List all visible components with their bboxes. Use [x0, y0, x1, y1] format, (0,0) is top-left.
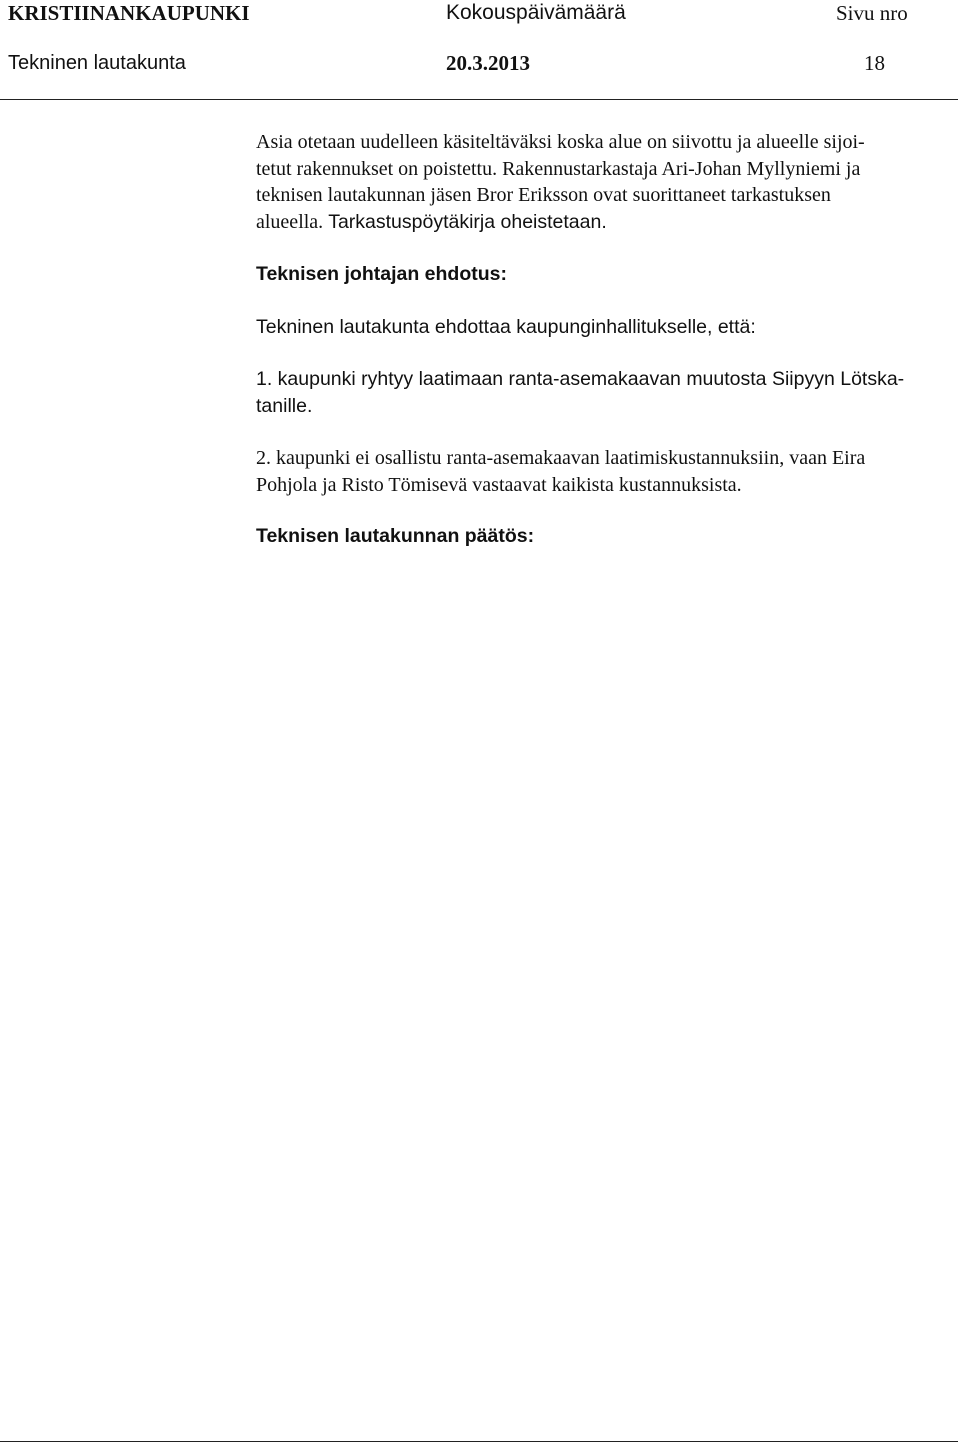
page-number: 18 — [864, 51, 885, 75]
proposal-item-1 — [256, 366, 956, 419]
body-line-part: alueella. — [256, 210, 329, 233]
body-line — [256, 209, 956, 236]
proposal-intro-block — [256, 314, 956, 341]
body-line: teknisen lautakunnan jäsen Bror Eriksson ovat suorittaneet tarkastuksen — [256, 184, 831, 206]
footer-divider — [0, 1441, 958, 1442]
document-body — [256, 129, 956, 235]
item-line: 1. kaupunki ryhtyy laatimaan ranta-asemakaavan muutosta Siipyyn Lötska- — [256, 368, 905, 390]
meeting-date: 20.3.2013 — [446, 51, 530, 75]
proposal-intro: Tekninen lautakunta ehdottaa kaupunginhallitukselle, että: — [256, 316, 756, 338]
body-line: tetut rakennukset on poistettu. Rakennustarkastaja Ari-Johan Myllyniemi ja — [256, 157, 861, 180]
meeting-date-label: Kokouspäivämäärä — [446, 1, 626, 24]
body-line-part: Tarkastuspöytäkirja oheistetaan. — [328, 210, 607, 233]
item-line: Pohjola ja Risto Tömisevä vastaavat kaikista kustannuksista. — [256, 473, 742, 496]
decision-heading: Teknisen lautakunnan päätös: — [256, 525, 535, 547]
proposal-item-2 — [256, 445, 956, 498]
header-divider — [0, 99, 958, 100]
item-line: 2. kaupunki ei osallistu ranta-asemakaavan laatimiskustannuksiin, vaan Eira — [256, 447, 866, 469]
decision-section — [256, 523, 956, 550]
organization-name: KRISTIINANKAUPUNKI — [8, 1, 250, 25]
committee-name: Tekninen lautakunta — [8, 52, 186, 74]
page-number-label: Sivu nro — [836, 1, 908, 25]
proposal-section — [256, 261, 956, 288]
proposal-heading: Teknisen johtajan ehdotus: — [256, 263, 507, 285]
item-line: tanille. — [256, 394, 313, 417]
body-line: Asia otetaan uudelleen käsiteltäväksi koska alue on siivottu ja alueelle sijoi- — [256, 131, 865, 153]
